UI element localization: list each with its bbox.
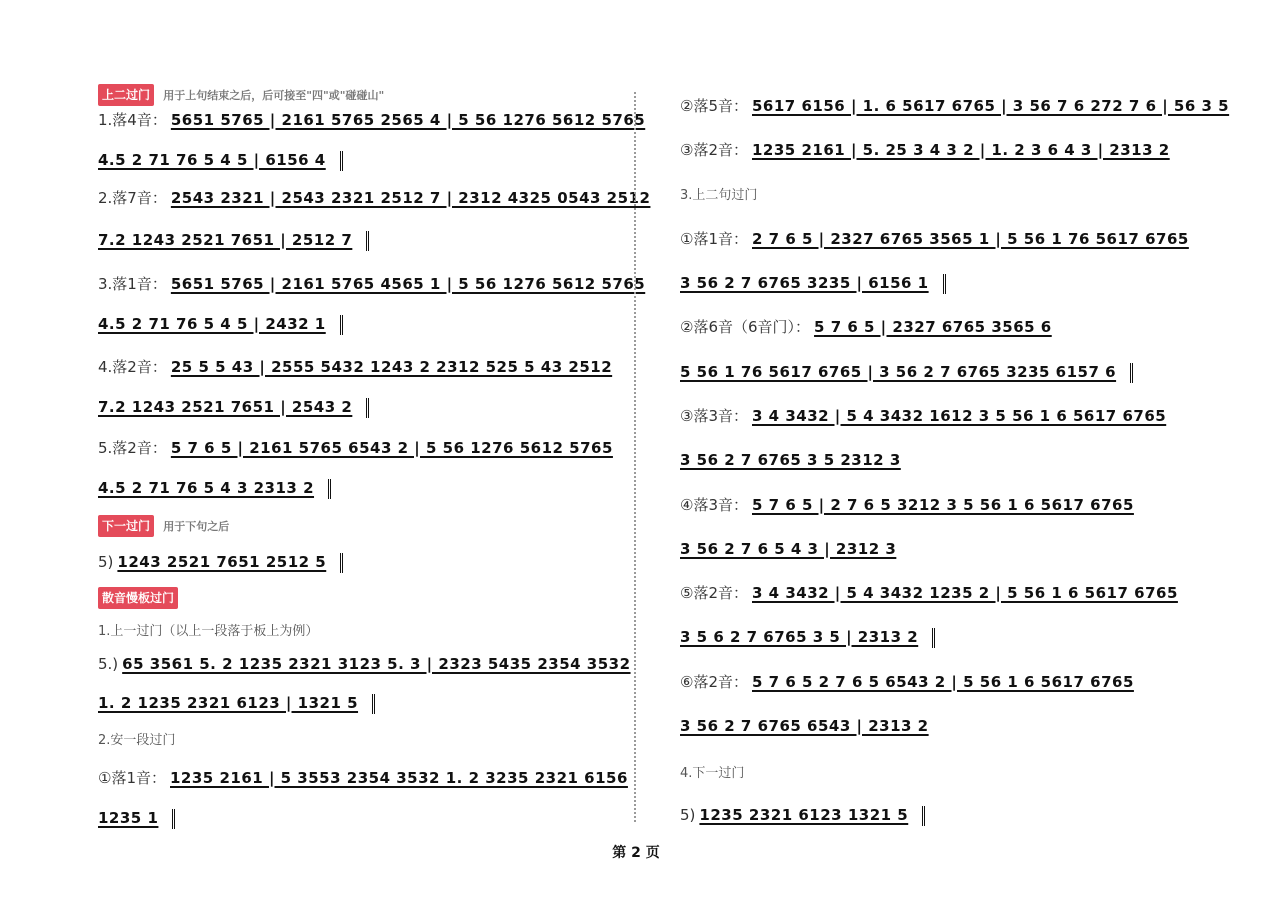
end-barline	[322, 479, 331, 499]
end-barline	[1124, 363, 1133, 383]
notation: 3 56 2 7 6765 6543 | 2313 2	[680, 717, 929, 735]
line-prefix: 5.落2音：	[98, 439, 167, 457]
section-header-shang-er	[98, 84, 384, 106]
section-header-san-yin	[98, 587, 182, 609]
tag-label: 下一过门	[98, 515, 154, 537]
score-line	[98, 478, 331, 499]
score-line	[680, 716, 929, 736]
score-line	[98, 357, 612, 377]
end-barline	[360, 231, 369, 251]
notation: 3 4 3432 | 5 4 3432 1612 3 5 56 1 6 5617 6765	[752, 407, 1167, 425]
score-line	[98, 314, 343, 335]
end-barline	[334, 315, 343, 335]
score-line	[680, 672, 1134, 692]
score-line	[680, 539, 896, 559]
line-prefix: ④落3音：	[680, 496, 748, 514]
score-line	[680, 140, 1170, 160]
notation: 1235 2161 | 5. 25 3 4 3 2 | 1. 2 3 6 4 3 | 2313 2	[752, 141, 1170, 159]
score-line	[680, 406, 1166, 426]
notation: 5 7 6 5 | 2161 5765 6543 2 | 5 56 1276 5612 5765	[170, 439, 613, 457]
tag-label: 散音慢板过门	[98, 587, 178, 609]
end-barline	[334, 151, 343, 171]
score-line	[680, 583, 1178, 603]
line-prefix: ③落3音：	[680, 407, 748, 425]
score-line	[680, 273, 946, 294]
line-prefix: ①落1音：	[98, 769, 166, 787]
tag-label: 上二过门	[98, 84, 154, 106]
line-prefix: 5)	[680, 806, 696, 824]
page-number: 第 2 页	[612, 845, 660, 861]
end-barline	[937, 274, 946, 294]
column-divider	[634, 92, 636, 822]
notation: 7.2 1243 2521 7651 | 2512 7	[98, 231, 353, 249]
score-line	[680, 229, 1189, 249]
notation: 7.2 1243 2521 7651 | 2543 2	[98, 398, 353, 416]
score-line	[98, 397, 369, 418]
notation: 65 3561 5. 2 1235 2321 3123 5. 3 | 2323 5435 2354 3532	[122, 655, 631, 673]
line-prefix: 5)	[98, 553, 114, 571]
notation: 1235 2161 | 5 3553 2354 3532 1. 2 3235 2321 6156	[170, 769, 628, 787]
notation: 1235 2321 6123 1321 5	[699, 806, 909, 824]
notation: 4.5 2 71 76 5 4 5 | 2432 1	[98, 315, 326, 333]
end-barline	[334, 553, 343, 573]
notation: 1. 2 1235 2321 6123 | 1321 5	[98, 694, 359, 712]
score-line	[680, 450, 901, 470]
notation: 5 7 6 5 | 2327 6765 3565 6	[814, 318, 1052, 336]
score-line	[680, 317, 1052, 337]
notation: 25 5 5 43 | 2555 5432 1243 2 2312 525 5 43 2512	[170, 358, 613, 376]
subheading: 4.下一过门	[680, 766, 745, 781]
notation: 1243 2521 7651 2512 5	[117, 553, 327, 571]
subheading: 2.安一段过门	[98, 733, 176, 748]
score-line	[680, 362, 1133, 383]
notation: 3 56 2 7 6765 3 5 2312 3	[680, 451, 901, 469]
line-prefix: ①落1音：	[680, 230, 748, 248]
score-line	[680, 96, 1229, 116]
score-line	[98, 654, 631, 674]
score-line	[98, 552, 343, 573]
section-header-xia-yi	[98, 515, 229, 537]
score-line	[680, 627, 935, 648]
end-barline	[360, 398, 369, 418]
line-prefix: 1.落4音：	[98, 111, 167, 129]
notation: 3 5 6 2 7 6765 3 5 | 2313 2	[680, 628, 919, 646]
notation: 2 7 6 5 | 2327 6765 3565 1 | 5 56 1 76 5617 6765	[752, 230, 1189, 248]
line-prefix: ②落5音：	[680, 97, 748, 115]
notation: 5 7 6 5 2 7 6 5 6543 2 | 5 56 1 6 5617 6765	[752, 673, 1134, 691]
line-prefix: ⑥落2音：	[680, 673, 748, 691]
notation: 3 56 2 7 6 5 4 3 | 2312 3	[680, 540, 897, 558]
score-line	[98, 110, 645, 130]
notation: 5651 5765 | 2161 5765 2565 4 | 5 56 1276 5612 5765	[170, 111, 646, 129]
line-prefix: 5.)	[98, 655, 119, 673]
score-line	[680, 805, 925, 826]
notation: 3 56 2 7 6765 3235 | 6156 1	[680, 274, 929, 292]
tag-note: 用于上句结束之后，后可接至"四"或"碰碰山"	[163, 89, 385, 102]
notation: 5651 5765 | 2161 5765 4565 1 | 5 56 1276 5612 5765	[170, 275, 646, 293]
subheading: 3.上二句过门	[680, 188, 758, 203]
line-prefix: ⑤落2音：	[680, 584, 748, 602]
end-barline	[916, 806, 925, 826]
line-prefix: 2.落7音：	[98, 189, 167, 207]
end-barline	[166, 809, 175, 829]
notation: 1235 1	[98, 809, 159, 827]
score-line	[98, 808, 175, 829]
end-barline	[926, 628, 935, 648]
line-prefix: ②落6音（6音门）：	[680, 318, 811, 336]
end-barline	[366, 694, 375, 714]
score-line	[98, 188, 650, 208]
line-prefix: ③落2音：	[680, 141, 748, 159]
line-prefix: 4.落2音：	[98, 358, 167, 376]
subheading: 1.上一过门（以上一段落于板上为例）	[98, 624, 319, 639]
notation: 4.5 2 71 76 5 4 3 2313 2	[98, 479, 315, 497]
tag-note: 用于下句之后	[163, 520, 230, 533]
score-line	[98, 230, 369, 251]
score-line	[98, 438, 613, 458]
score-line	[98, 693, 375, 714]
notation: 5 7 6 5 | 2 7 6 5 3212 3 5 56 1 6 5617 6765	[752, 496, 1134, 514]
score-line	[98, 150, 343, 171]
notation: 5 56 1 76 5617 6765 | 3 56 2 7 6765 3235 6157 6	[680, 363, 1117, 381]
score-line	[98, 274, 645, 294]
notation: 5617 6156 | 1. 6 5617 6765 | 3 56 7 6 272 7 6 | 56 3 5	[752, 97, 1230, 115]
line-prefix: 3.落1音：	[98, 275, 167, 293]
score-line	[98, 768, 628, 788]
score-line	[680, 495, 1134, 515]
notation: 2543 2321 | 2543 2321 2512 7 | 2312 4325 0543 2512	[170, 189, 651, 207]
notation: 4.5 2 71 76 5 4 5 | 6156 4	[98, 151, 326, 169]
notation: 3 4 3432 | 5 4 3432 1235 2 | 5 56 1 6 5617 6765	[752, 584, 1178, 602]
